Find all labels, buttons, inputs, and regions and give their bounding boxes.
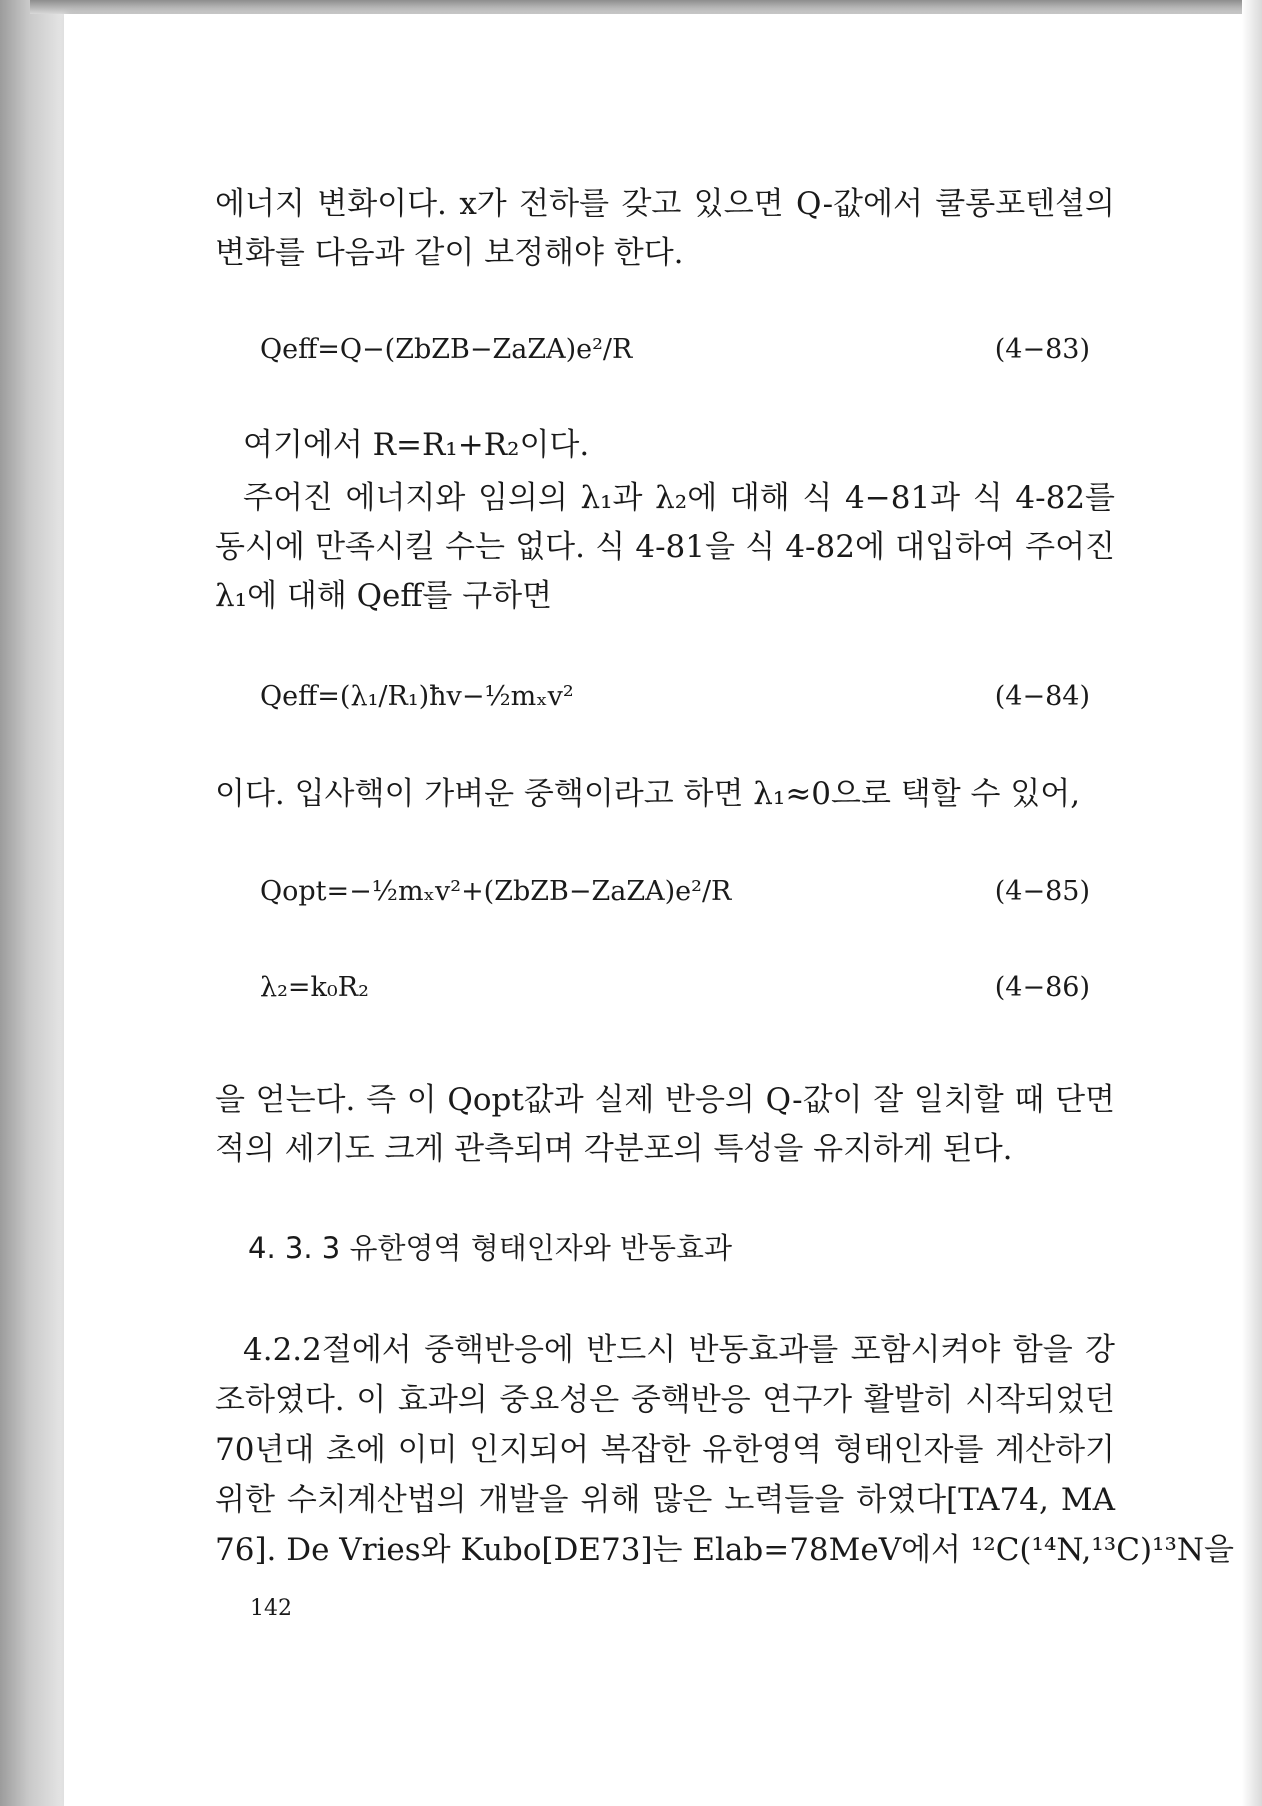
text-line: 동시에 만족시킬 수는 없다. 식 4-81을 식 4-82에 대입하여 주어진	[215, 529, 1115, 565]
equation-number: (4−83)	[994, 334, 1090, 365]
text-line: 이다. 입사핵이 가벼운 중핵이라고 하면 λ₁≈0으로 택할 수 있어,	[215, 776, 1081, 812]
text-line: 여기에서 R=R₁+R₂이다.	[243, 427, 590, 463]
text-line: 을 얻는다. 즉 이 Qopt값과 실제 반응의 Q-값이 잘 일치할 때 단면	[215, 1082, 1115, 1118]
equation-formula: Qeff=Q−(ZbZB−ZaZA)e²/R	[260, 334, 633, 365]
equation-number: (4−85)	[994, 876, 1090, 907]
section-heading: 4. 3. 3 유한영역 형태인자와 반동효과	[248, 1231, 733, 1265]
equation-formula: Qopt=−½mₓv²+(ZbZB−ZaZA)e²/R	[260, 876, 732, 907]
equation-4-84	[260, 667, 1090, 727]
text-line: 76]. De Vries와 Kubo[DE73]는 Elab=78MeV에서 ¹²C(¹⁴N,¹³C)¹³N을	[215, 1532, 1234, 1568]
text-line: 적의 세기도 크게 관측되며 각분포의 특성을 유지하게 된다.	[215, 1131, 1013, 1167]
book-top-edge	[30, 0, 1262, 14]
equation-4-83	[260, 320, 1090, 380]
equation-number: (4−86)	[994, 972, 1090, 1003]
equation-number: (4−84)	[994, 681, 1090, 712]
page-shadow	[1242, 0, 1262, 1806]
text-line: 4.2.2절에서 중핵반응에 반드시 반동효과를 포함시켜야 함을 강	[243, 1332, 1115, 1368]
text-line: 주어진 에너지와 임의의 λ₁과 λ₂에 대해 식 4−81과 식 4-82를	[243, 480, 1115, 516]
text-line: 위한 수치계산법의 개발을 위해 많은 노력들을 하였다[TA74, MA	[215, 1482, 1115, 1518]
text-line: 70년대 초에 이미 인지되어 복잡한 유한영역 형태인자를 계산하기	[215, 1432, 1115, 1468]
equation-formula: Qeff=(λ₁/R₁)ħv−½mₓv²	[260, 681, 574, 712]
text-line: 변화를 다음과 같이 보정해야 한다.	[215, 235, 684, 271]
text-line: 조하였다. 이 효과의 중요성은 중핵반응 연구가 활발히 시작되었던	[215, 1382, 1115, 1418]
equation-4-86	[260, 958, 1090, 1018]
book-edge	[0, 0, 64, 1806]
text-line: λ₁에 대해 Qeff를 구하면	[215, 578, 553, 614]
equation-4-85	[260, 862, 1090, 922]
text-line: 에너지 변화이다. x가 전하를 갖고 있으면 Q-값에서 쿨롱포텐셜의	[215, 186, 1115, 222]
page-number: 142	[250, 1596, 292, 1621]
equation-formula: λ₂=k₀R₂	[260, 972, 369, 1003]
